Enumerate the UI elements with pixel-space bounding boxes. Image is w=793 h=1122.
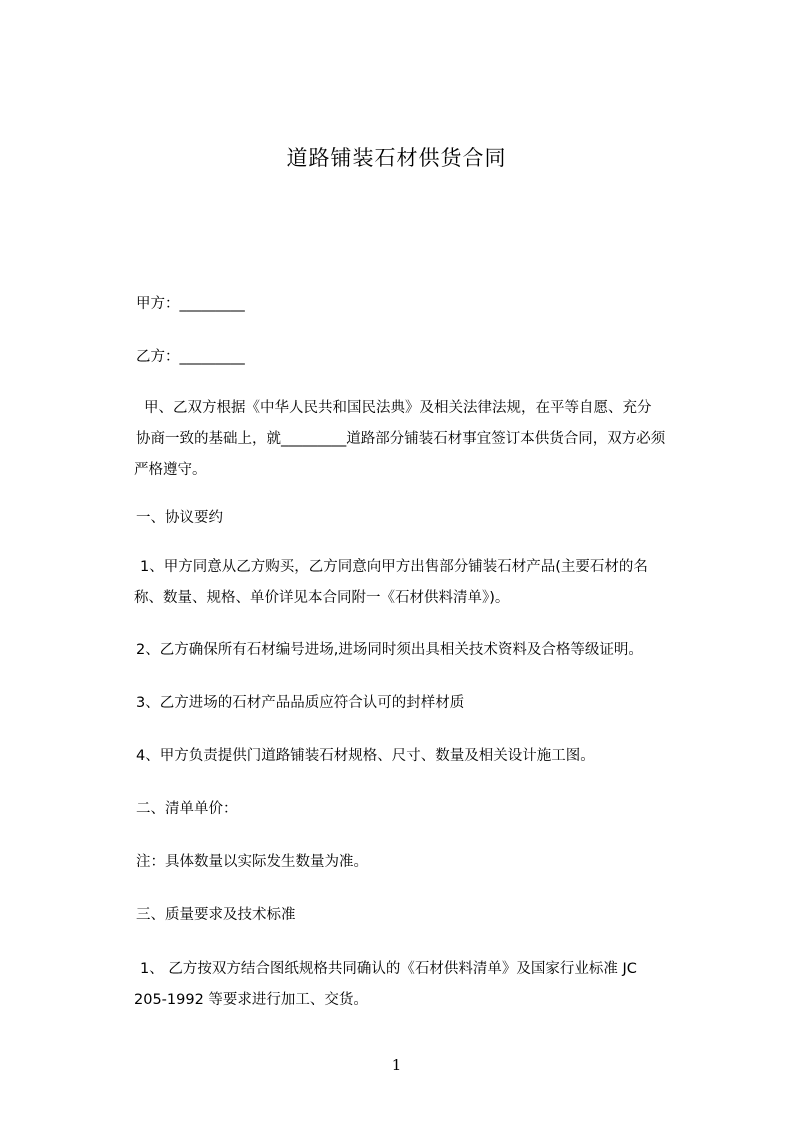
section-2-note: 注：具体数量以实际发生数量为准。 [136, 854, 368, 870]
section-3-item-1-line-1: 1、 乙方按双方结合图纸规格共同确认的《石材供料清单》及国家行业标准 JC [140, 961, 637, 977]
section-3-heading: 三、质量要求及技术标准 [136, 907, 296, 923]
section-1-item-4: 4、甲方负责提供门道路铺装石材规格、尺寸、数量及相关设计施工图。 [136, 748, 595, 764]
intro-line-3: 严格遵守。 [134, 462, 207, 478]
party-a-line: 甲方：_________ [136, 296, 245, 312]
section-3-item-1 [136, 954, 706, 1016]
intro-paragraph [136, 393, 706, 486]
section-1-item-3: 3、乙方进场的石材产品品质应符合认可的封样材质 [136, 695, 465, 711]
section-3-item-1-line-2: 205-1992 等要求进行加工、交货。 [134, 992, 368, 1008]
document-title: 道路铺装石材供货合同 [286, 146, 507, 170]
section-1-item-2: 2、乙方确保所有石材编号进场,进场同时须出具相关技术资料及合格等级证明。 [136, 642, 643, 658]
section-1-item-1-line-1: 1、甲方同意从乙方购买，乙方同意向甲方出售部分铺装石材产品(主要石材的名 [140, 559, 648, 575]
party-b-line: 乙方：_________ [136, 349, 245, 365]
intro-line-1: 甲、乙双方根据《中华人民共和国民法典》及相关法律法规，在平等自愿、充分 [144, 400, 652, 416]
section-2-heading: 二、清单单价： [136, 801, 238, 817]
section-1-item-1-line-2: 称、数量、规格、单价详见本合同附一《石材供料清单》)。 [134, 590, 510, 606]
section-1-item-1 [136, 552, 706, 614]
intro-line-2: 协商一致的基础上，就_________道路部分铺装石材事宜签订本供货合同，双方必须 [136, 431, 666, 447]
page-number: 1 [391, 1056, 402, 1074]
section-1-heading: 一、协议要约 [136, 510, 223, 526]
